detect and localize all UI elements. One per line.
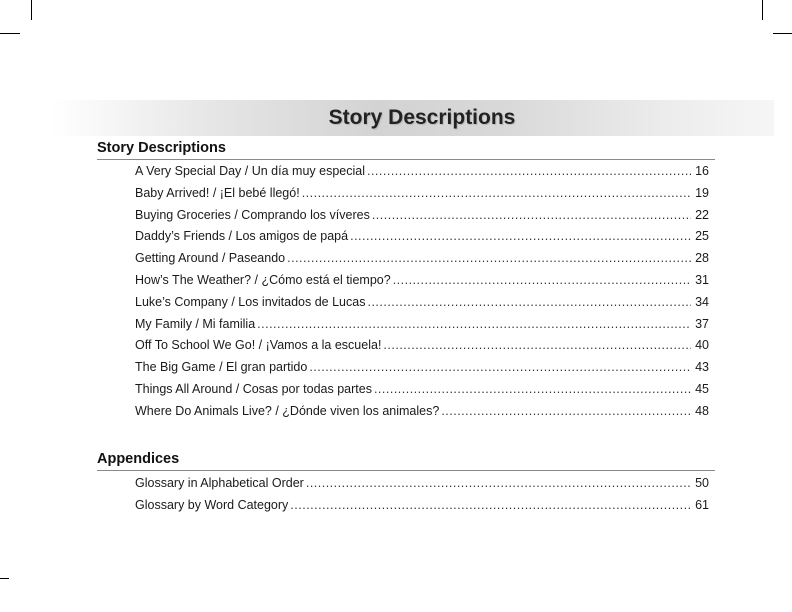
dot-leader [306, 476, 691, 490]
dot-leader [393, 273, 691, 287]
toc-entry-page: 28 [695, 251, 709, 266]
toc-entry[interactable] [97, 404, 715, 426]
toc-section-stories [97, 140, 715, 426]
dot-leader [372, 208, 691, 222]
toc-entry[interactable] [97, 382, 715, 404]
dot-leader [367, 164, 691, 178]
section-heading: Story Descriptions [97, 140, 715, 160]
toc-list [97, 476, 715, 520]
toc-entry-page: 61 [695, 497, 709, 512]
dot-leader [287, 251, 691, 265]
toc-list [97, 164, 715, 426]
toc-entry[interactable] [97, 164, 715, 186]
toc-entry[interactable] [97, 229, 715, 251]
toc-entry[interactable] [97, 186, 715, 208]
crop-mark [773, 33, 792, 34]
toc-entry-title: Glossary by Word Category [135, 497, 289, 512]
toc-entry-title: Off To School We Go! / ¡Vamos a la escuela! [135, 338, 382, 353]
toc-entry[interactable] [97, 338, 715, 360]
toc-entry-page: 19 [695, 185, 709, 200]
toc-entry[interactable] [97, 295, 715, 317]
toc-entry-page: 43 [695, 360, 709, 375]
toc-entry-title: Baby Arrived! / ¡El bebé llegó! [135, 185, 300, 200]
crop-mark [0, 578, 9, 579]
toc-entry-page: 34 [695, 294, 709, 309]
toc-entry[interactable] [97, 498, 715, 520]
crop-mark [0, 33, 20, 34]
toc-entry-page: 37 [695, 316, 709, 331]
toc-entry-title: Luke’s Company / Los invitados de Lucas [135, 294, 366, 309]
dot-leader [441, 404, 691, 418]
toc-entry-title: Things All Around / Cosas por todas partes [135, 381, 372, 396]
toc-entry-title: Getting Around / Paseando [135, 251, 286, 266]
dot-leader [309, 360, 691, 374]
toc-entry-title: How’s The Weather? / ¿Cómo está el tiempo? [135, 272, 391, 287]
toc-entry-title: Daddy’s Friends / Los amigos de papá [135, 229, 349, 244]
dot-leader [302, 186, 691, 200]
dot-leader [374, 382, 691, 396]
dot-leader [383, 338, 691, 352]
toc-entry[interactable] [97, 317, 715, 339]
toc-entry-title: Buying Groceries / Comprando los víveres [135, 207, 370, 222]
toc-entry-title: Where Do Animals Live? / ¿Dónde viven los animales? [135, 403, 440, 418]
toc-entry[interactable] [97, 251, 715, 273]
toc-entry-page: 50 [695, 476, 709, 490]
toc-section-appendices [97, 451, 715, 520]
toc-entry-page: 45 [695, 381, 709, 396]
crop-mark [31, 0, 32, 20]
toc-entry[interactable] [97, 360, 715, 382]
dot-leader [350, 229, 691, 243]
page-title: Story Descriptions [328, 106, 516, 129]
toc-entry-page: 40 [695, 338, 709, 353]
toc-entry-title: My Family / Mi familia [135, 316, 256, 331]
toc-entry-page: 31 [695, 272, 709, 287]
dot-leader [367, 295, 691, 309]
toc-entry-page: 48 [695, 403, 709, 418]
dot-leader [257, 317, 691, 331]
section-heading: Appendices [97, 451, 715, 471]
toc-entry-title: Glossary in Alphabetical Order [135, 476, 304, 490]
toc-entry-page: 22 [695, 207, 709, 222]
dot-leader [290, 498, 691, 512]
toc-entry-page: 25 [695, 229, 709, 244]
crop-mark [762, 0, 763, 20]
toc-entry-page: 16 [695, 164, 709, 178]
toc-entry[interactable] [97, 476, 715, 498]
toc-entry-title: The Big Game / El gran partido [135, 360, 308, 375]
toc-entry[interactable] [97, 208, 715, 230]
toc-entry-title: A Very Special Day / Un día muy especial [135, 164, 365, 178]
toc-entry[interactable] [97, 273, 715, 295]
